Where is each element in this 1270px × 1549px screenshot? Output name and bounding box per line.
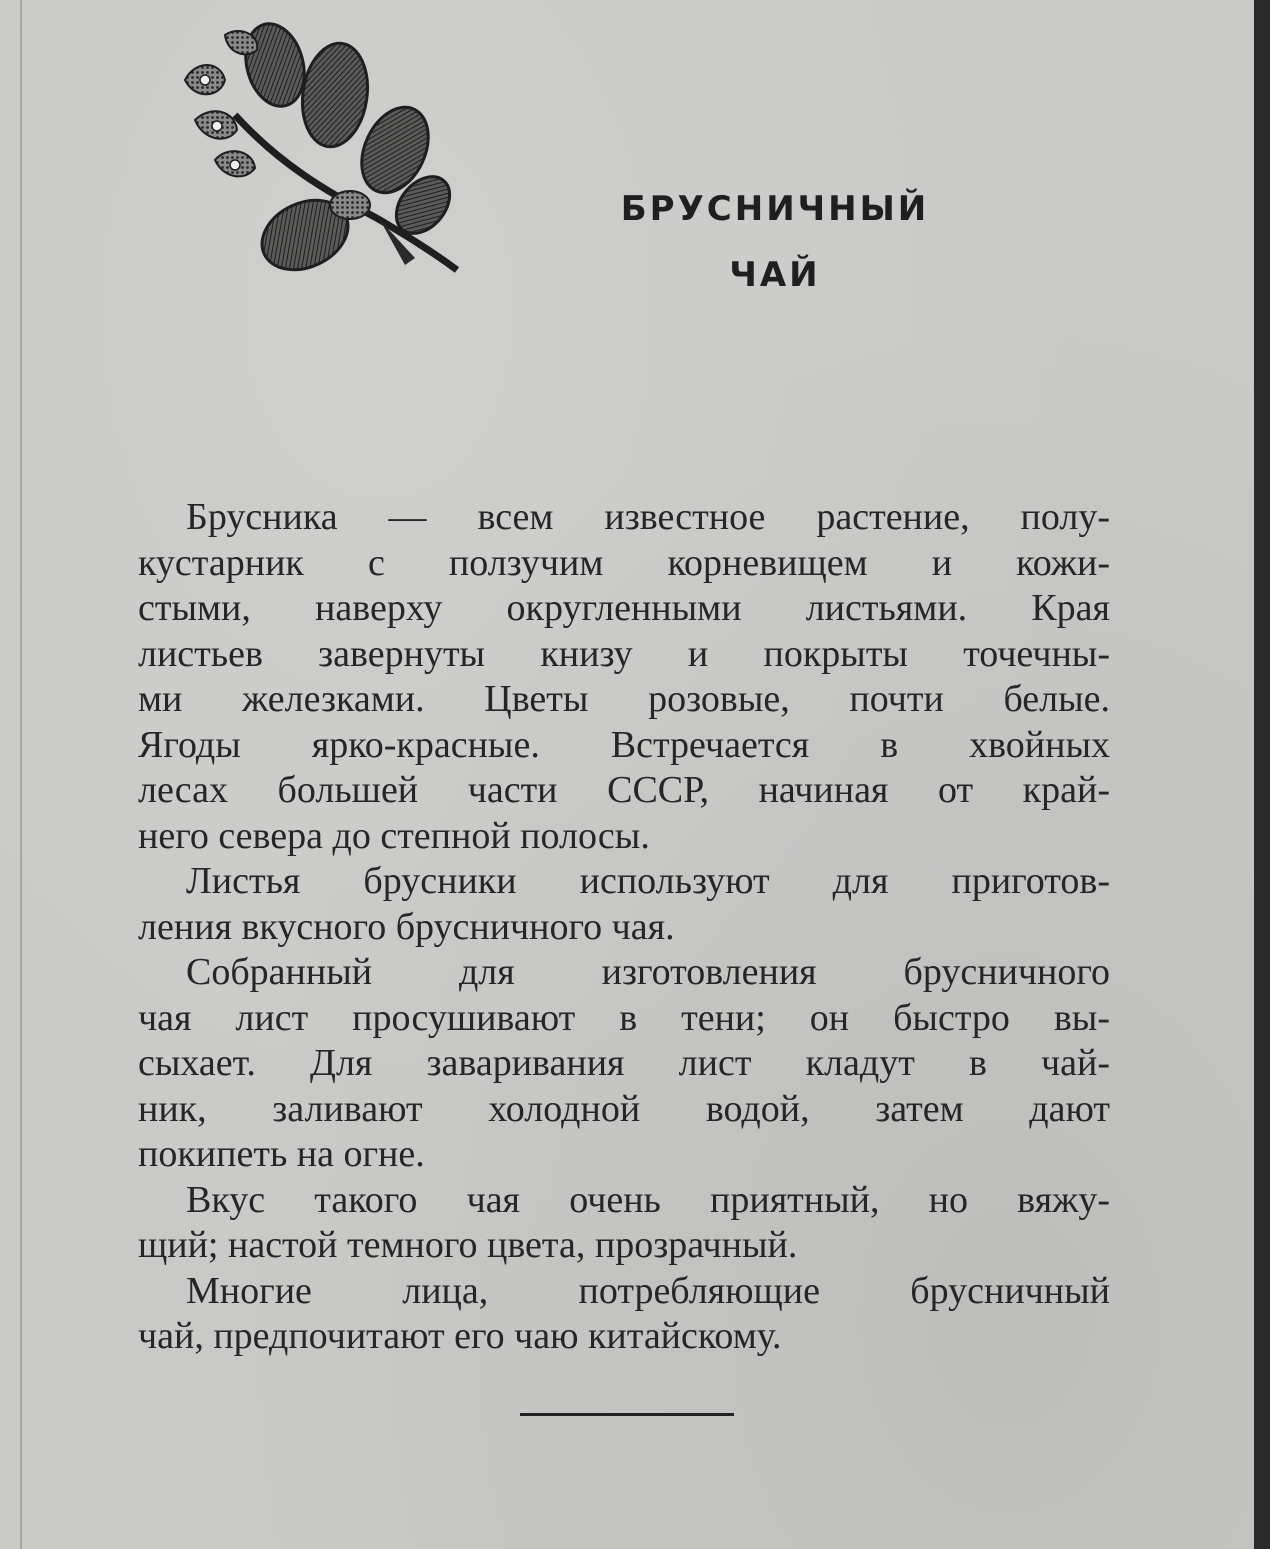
text-line: Многие лица, потребляющие брусничный	[186, 1269, 1110, 1312]
text-line: него севера до степной полосы.	[138, 814, 650, 857]
text-line: Ягоды ярко-красные. Встречается в хвойных	[138, 723, 1110, 766]
text-line: покипеть на огне.	[138, 1133, 425, 1175]
text-line: щий; настой темного цвета, прозрачный.	[138, 1224, 798, 1266]
text-line: чай, предпочитают его чаю китайскому.	[138, 1315, 782, 1357]
text-line: Брусника — всем известное растение, полу-	[186, 496, 1110, 538]
title-line-2: ЧАЙ	[729, 255, 821, 295]
text-line: кустарник с ползучим корневищем и кожи-	[138, 541, 1110, 584]
title-line-1: БРУСНИЧНЫЙ	[620, 189, 930, 229]
text-line: лесах большей части СССР, начиная от край-	[138, 769, 1110, 811]
text-line: ник, заливают холодной водой, затем дают	[138, 1087, 1110, 1130]
text-line: сыхает. Для заваривания лист кладут в чай-	[138, 1042, 1110, 1084]
text-line: ления вкусного брусничного чая.	[138, 905, 675, 948]
lingonberry-sprig-icon	[165, 20, 470, 290]
page-title	[560, 176, 990, 308]
text-line: Листья брусники используют для приготов-	[186, 860, 1110, 902]
text-line: Вкус такого чая очень приятный, но вяжу-	[186, 1178, 1110, 1221]
text-line: ми железками. Цветы розовые, почти белые.	[138, 678, 1110, 720]
text-line: чая лист просушивают в тени; он быстро вы-	[138, 996, 1110, 1039]
spine-shadow	[20, 0, 22, 1549]
text-line: стыми, наверху округленными листьями. Края	[138, 587, 1110, 629]
text-line: Собранный для изготовления брусничного	[186, 951, 1110, 993]
article-body	[138, 495, 1110, 1360]
page-edge	[1254, 0, 1262, 1549]
end-divider	[520, 1413, 734, 1416]
text-line: листьев завернуты книзу и покрыты точечны-	[138, 632, 1110, 675]
